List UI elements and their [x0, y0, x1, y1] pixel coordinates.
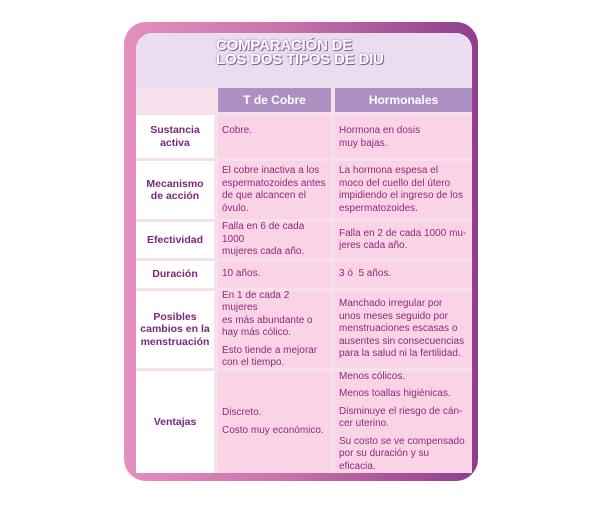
cell-text: La hormona espesa el moco del cuello del útero impidiendo el ingreso de los espermatozoides.	[339, 165, 463, 214]
cell-hormonal-menstruacion	[335, 291, 472, 368]
row-label-efectividad: Efectividad	[136, 222, 214, 258]
cell-text: Menos toallas higiénicas.	[339, 388, 451, 400]
cell-text: Falla en 2 de cada 1000 mu- jeres cada año.	[339, 227, 467, 251]
cell-copper-mecanismo	[218, 161, 331, 219]
row-label-menstruacion: Posibles cambios en la menstruación	[136, 291, 214, 368]
cell-text: Falla en 6 de cada 1000 mujeres cada año.	[222, 221, 305, 258]
cell-copper-sustancia	[218, 115, 331, 158]
cell-copper-menstruacion	[218, 291, 331, 368]
cell-text: Costo muy económico.	[222, 424, 324, 436]
cell-copper-ventajas	[218, 371, 331, 473]
cell-text: En 1 de cada 2 mujeres es más abundante o hay más cólico.	[222, 289, 313, 338]
row-label-sustancia: Sustancia activa	[136, 115, 214, 158]
header-hormonal: Hormonales	[335, 88, 472, 112]
cell-text: Su costo se ve compensado por su duración y su eficacia.	[339, 435, 465, 472]
cell-text: 3 ó 5 años.	[339, 268, 392, 280]
cell-hormonal-mecanismo	[335, 161, 472, 219]
cell-text: Manchado irregular por unos meses seguido por menstruaciones escasas o ausentes sin consecuencias para la salud ni la fertilidad.	[339, 298, 465, 360]
comparison-table	[136, 33, 472, 473]
cell-copper-efectividad	[218, 222, 331, 258]
cell-text: Esto tiende a mejorar con el tiempo.	[222, 344, 318, 368]
table-title: COMPARACIÓN DE LOS DOS TIPOS DE DIU	[216, 37, 384, 68]
cell-hormonal-efectividad	[335, 222, 472, 258]
cell-text: Hormona en dosis muy bajas.	[339, 125, 421, 149]
row-label-mecanismo: Mecanismo de acción	[136, 161, 214, 219]
cell-text: 10 años.	[222, 268, 261, 280]
cell-copper-duracion	[218, 261, 331, 288]
title-area	[136, 33, 472, 88]
cell-text: Cobre.	[222, 125, 253, 136]
cell-hormonal-sustancia	[335, 115, 472, 158]
cell-hormonal-ventajas	[335, 371, 472, 473]
header-copper: T de Cobre	[218, 88, 331, 112]
cell-text: Menos cólicos.	[339, 370, 406, 382]
cell-hormonal-duracion	[335, 261, 472, 288]
cell-text: Discreto.	[222, 407, 262, 418]
row-label-ventajas: Ventajas	[136, 371, 214, 473]
cell-text: Disminuye el riesgo de cán- cer uterino.	[339, 405, 463, 430]
row-label-duracion: Duración	[136, 261, 214, 288]
cell-text: El cobre inactiva a los espermatozoides antes de que alcancen el óvulo.	[222, 165, 326, 214]
